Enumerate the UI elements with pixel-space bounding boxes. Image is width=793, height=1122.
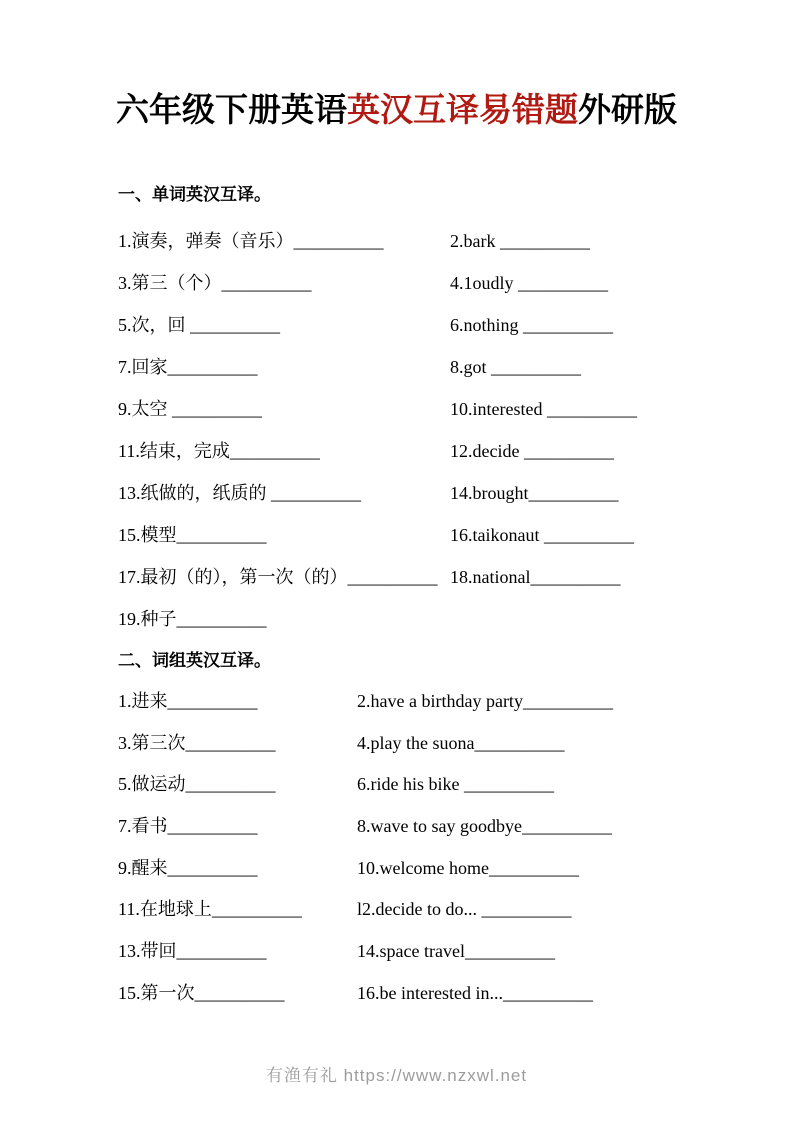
worksheet-row (118, 815, 773, 837)
phrase-item: 1.进来__________ (118, 691, 258, 711)
word-item: 10.interested __________ (450, 399, 637, 419)
section-2-heading: 二、词组英汉互译。 (118, 651, 271, 670)
worksheet-row (118, 398, 773, 420)
word-item: 12.decide __________ (450, 441, 614, 461)
word-item: 3.第三（个）__________ (118, 273, 312, 293)
title-highlight-red: 英汉互译易错题 (347, 93, 578, 129)
word-item: 7.回家__________ (118, 357, 258, 377)
worksheet-row (118, 440, 773, 462)
phrase-item: 10.welcome home__________ (357, 858, 579, 878)
worksheet-row (118, 608, 773, 630)
phrase-item: 6.ride his bike __________ (357, 774, 554, 794)
worksheet-row (118, 524, 773, 546)
worksheet-row (118, 356, 773, 378)
section-1-heading: 一、单词英汉互译。 (118, 185, 271, 204)
word-item: 17.最初（的），第一次（的）__________ (118, 567, 438, 587)
word-item: 19.种子__________ (118, 609, 267, 629)
word-item: 15.模型__________ (118, 525, 267, 545)
worksheet-row (118, 272, 773, 294)
worksheet-row (118, 898, 773, 920)
word-item: 18.national__________ (450, 567, 621, 587)
worksheet-row (118, 230, 773, 252)
phrase-item: 11.在地球上__________ (118, 899, 302, 919)
word-item: 4.1oudly __________ (450, 273, 609, 293)
worksheet-row (118, 482, 773, 504)
phrase-item: 14.space travel__________ (357, 941, 555, 961)
worksheet-row (118, 732, 773, 754)
worksheet-row (118, 314, 773, 336)
phrase-item: l2.decide to do... __________ (357, 899, 572, 919)
phrase-item: 15.第一次__________ (118, 983, 285, 1003)
word-item: 5.次，回 __________ (118, 315, 280, 335)
phrase-item: 3.第三次__________ (118, 733, 276, 753)
word-item: 2.bark __________ (450, 231, 590, 251)
word-item: 16.taikonaut __________ (450, 525, 634, 545)
worksheet-row (118, 566, 773, 588)
phrase-item: 8.wave to say goodbye__________ (357, 816, 612, 836)
word-item: 11.结束，完成__________ (118, 441, 320, 461)
worksheet-row (118, 857, 773, 879)
word-item: 1.演奏，弹奏（音乐）__________ (118, 231, 384, 251)
word-item: 9.太空 __________ (118, 399, 262, 419)
phrase-item: 4.play the suona__________ (357, 733, 565, 753)
word-item: 8.got __________ (450, 357, 582, 377)
word-item: 6.nothing __________ (450, 315, 614, 335)
phrase-item: 9.醒来__________ (118, 858, 258, 878)
page-title (0, 89, 793, 133)
worksheet-row (118, 690, 773, 712)
footer-watermark: 有渔有礼 https://www.nzxwl.net (265, 1066, 528, 1085)
phrase-item: 16.be interested in...__________ (357, 983, 593, 1003)
phrase-item: 13.带回__________ (118, 941, 267, 961)
phrase-item: 2.have a birthday party__________ (357, 691, 613, 711)
worksheet-row (118, 940, 773, 962)
phrase-item: 5.做运动__________ (118, 774, 276, 794)
worksheet-row (118, 773, 773, 795)
title-text-right: 外研版 (578, 93, 677, 129)
worksheet-row (118, 982, 773, 1004)
title-text-left: 六年级下册英语 (116, 93, 347, 129)
phrase-item: 7.看书__________ (118, 816, 258, 836)
word-item: 14.brought__________ (450, 483, 619, 503)
word-item: 13.纸做的，纸质的 __________ (118, 483, 361, 503)
